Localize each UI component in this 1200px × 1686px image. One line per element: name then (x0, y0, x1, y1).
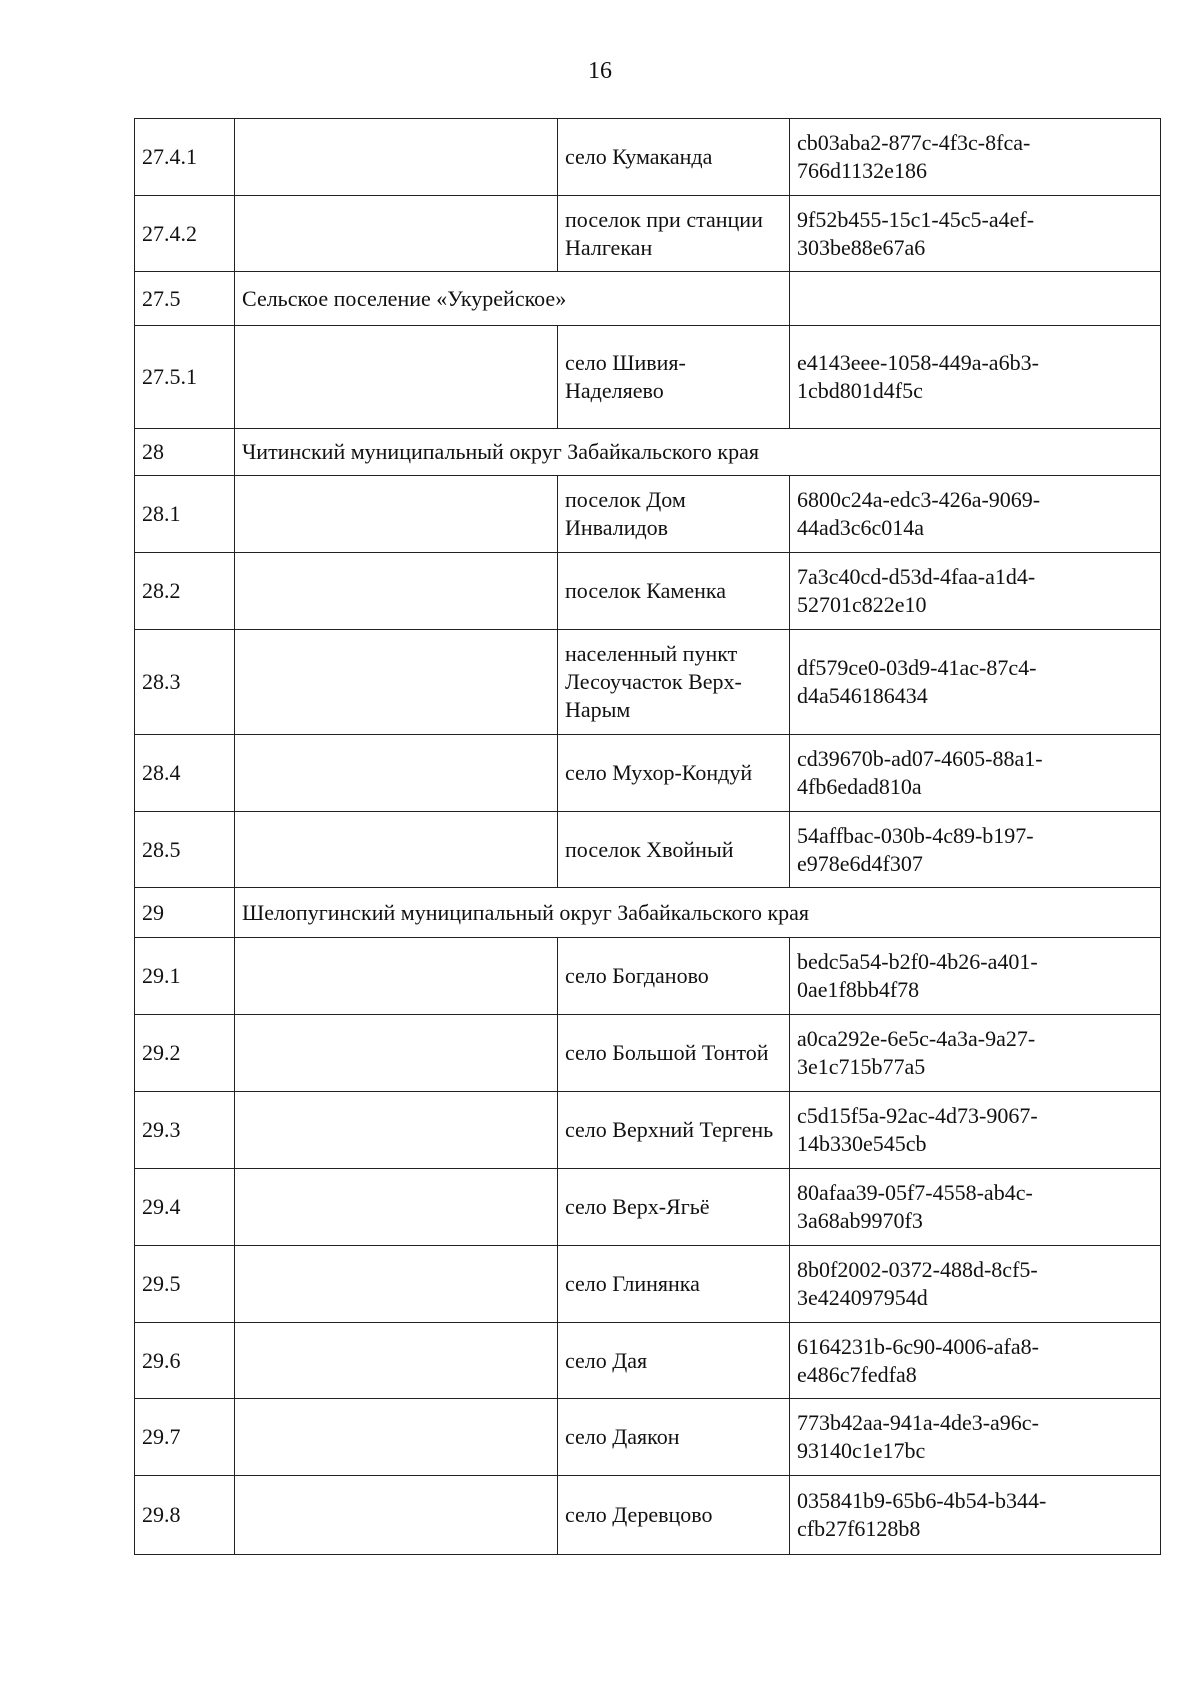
settlement-name-cell: поселок Каменка (558, 553, 790, 630)
table-row (135, 1399, 1161, 1476)
table-row (135, 1169, 1161, 1246)
settlement-id-cell: 80afaa39-05f7-4558-ab4c-3a68ab9970f3 (790, 1169, 1161, 1246)
settlements-table (134, 118, 1161, 1555)
municipality-name-cell (235, 630, 558, 735)
municipality-name-cell (235, 1399, 558, 1476)
row-number-cell: 28.5 (135, 812, 235, 888)
row-number-cell: 28.2 (135, 553, 235, 630)
settlement-name-cell: поселок при станции Налгекан (558, 196, 790, 272)
municipality-name-cell (235, 1323, 558, 1399)
municipality-name-cell (235, 812, 558, 888)
settlement-id-cell: 773b42aa-941a-4de3-a96c-93140c1e17bc (790, 1399, 1161, 1476)
row-number-cell: 29.4 (135, 1169, 235, 1246)
table-row (135, 476, 1161, 553)
table-row (135, 735, 1161, 812)
settlement-id-cell: 6800c24a-edc3-426a-9069-44ad3c6c014a (790, 476, 1161, 553)
municipality-name-cell: Шелопугинский муниципальный округ Забайкальского края (235, 888, 1161, 938)
settlement-name-cell: село Верх-Ягьё (558, 1169, 790, 1246)
settlement-name-cell: село Мухор-Кондуй (558, 735, 790, 812)
settlement-name-cell: село Деревцово (558, 1476, 790, 1555)
row-number-cell: 27.5.1 (135, 326, 235, 429)
municipality-name-cell (235, 1092, 558, 1169)
settlement-id-cell: df579ce0-03d9-41ac-87c4-d4a546186434 (790, 630, 1161, 735)
row-number-cell: 27.5 (135, 272, 235, 326)
settlement-name-cell: село Большой Тонтой (558, 1015, 790, 1092)
settlement-id-cell: 7a3c40cd-d53d-4faa-a1d4-52701c822e10 (790, 553, 1161, 630)
settlement-name-cell: поселок Дом Инвалидов (558, 476, 790, 553)
table-row (135, 1476, 1161, 1555)
row-number-cell: 27.4.2 (135, 196, 235, 272)
municipality-name-cell (235, 553, 558, 630)
row-number-cell: 27.4.1 (135, 119, 235, 196)
table-row (135, 938, 1161, 1015)
table-row (135, 1092, 1161, 1169)
settlement-id-cell: a0ca292e-6e5c-4a3a-9a27-3e1c715b77a5 (790, 1015, 1161, 1092)
municipality-name-cell (235, 1476, 558, 1555)
row-number-cell: 29.2 (135, 1015, 235, 1092)
group-row (135, 272, 1161, 326)
municipality-name-cell (235, 735, 558, 812)
settlement-id-cell: bedc5a54-b2f0-4b26-a401-0ae1f8bb4f78 (790, 938, 1161, 1015)
municipality-name-cell (235, 326, 558, 429)
settlement-id-cell: e4143eee-1058-449a-a6b3-1cbd801d4f5c (790, 326, 1161, 429)
settlement-id-cell: 9f52b455-15c1-45c5-a4ef-303be88e67a6 (790, 196, 1161, 272)
row-number-cell: 29.3 (135, 1092, 235, 1169)
settlement-name-cell: поселок Хвойный (558, 812, 790, 888)
municipality-name-cell: Читинский муниципальный округ Забайкальского края (235, 429, 1161, 476)
settlement-name-cell: населенный пункт Лесоучасток Верх-Нарым (558, 630, 790, 735)
settlement-id-cell: 6164231b-6c90-4006-afa8-e486c7fedfa8 (790, 1323, 1161, 1399)
row-number-cell: 29.6 (135, 1323, 235, 1399)
settlement-id-cell (790, 272, 1161, 326)
settlement-id-cell: c5d15f5a-92ac-4d73-9067-14b330e545cb (790, 1092, 1161, 1169)
municipality-name-cell (235, 119, 558, 196)
settlement-name-cell: село Верхний Тергень (558, 1092, 790, 1169)
settlement-id-cell: cb03aba2-877c-4f3c-8fca-766d1132e186 (790, 119, 1161, 196)
page-number: 16 (588, 58, 612, 84)
settlement-name-cell: село Кумаканда (558, 119, 790, 196)
municipality-name-cell (235, 1015, 558, 1092)
municipality-name-cell (235, 196, 558, 272)
municipality-name-cell: Сельское поселение «Укурейское» (235, 272, 790, 326)
settlement-name-cell: село Богданово (558, 938, 790, 1015)
row-number-cell: 29.8 (135, 1476, 235, 1555)
row-number-cell: 28.1 (135, 476, 235, 553)
table-row (135, 1323, 1161, 1399)
table-row (135, 326, 1161, 429)
municipality-name-cell (235, 1169, 558, 1246)
table-row (135, 553, 1161, 630)
group-row (135, 429, 1161, 476)
group-row (135, 888, 1161, 938)
municipality-name-cell (235, 476, 558, 553)
row-number-cell: 28.4 (135, 735, 235, 812)
row-number-cell: 29.1 (135, 938, 235, 1015)
settlement-id-cell: 035841b9-65b6-4b54-b344-cfb27f6128b8 (790, 1476, 1161, 1555)
row-number-cell: 29.7 (135, 1399, 235, 1476)
row-number-cell: 28.3 (135, 630, 235, 735)
table-row (135, 812, 1161, 888)
row-number-cell: 29.5 (135, 1246, 235, 1323)
settlement-name-cell: село Дая (558, 1323, 790, 1399)
municipality-name-cell (235, 1246, 558, 1323)
table-body (135, 119, 1161, 1555)
table-row (135, 196, 1161, 272)
settlement-id-cell: 54affbac-030b-4c89-b197-e978e6d4f307 (790, 812, 1161, 888)
table-row (135, 630, 1161, 735)
row-number-cell: 28 (135, 429, 235, 476)
settlement-name-cell: село Глинянка (558, 1246, 790, 1323)
settlement-name-cell: село Шивия-Наделяево (558, 326, 790, 429)
table-row (135, 119, 1161, 196)
table-row (135, 1246, 1161, 1323)
table-row (135, 1015, 1161, 1092)
settlement-id-cell: cd39670b-ad07-4605-88a1-4fb6edad810a (790, 735, 1161, 812)
municipality-name-cell (235, 938, 558, 1015)
row-number-cell: 29 (135, 888, 235, 938)
settlement-id-cell: 8b0f2002-0372-488d-8cf5-3e424097954d (790, 1246, 1161, 1323)
settlement-name-cell: село Даякон (558, 1399, 790, 1476)
